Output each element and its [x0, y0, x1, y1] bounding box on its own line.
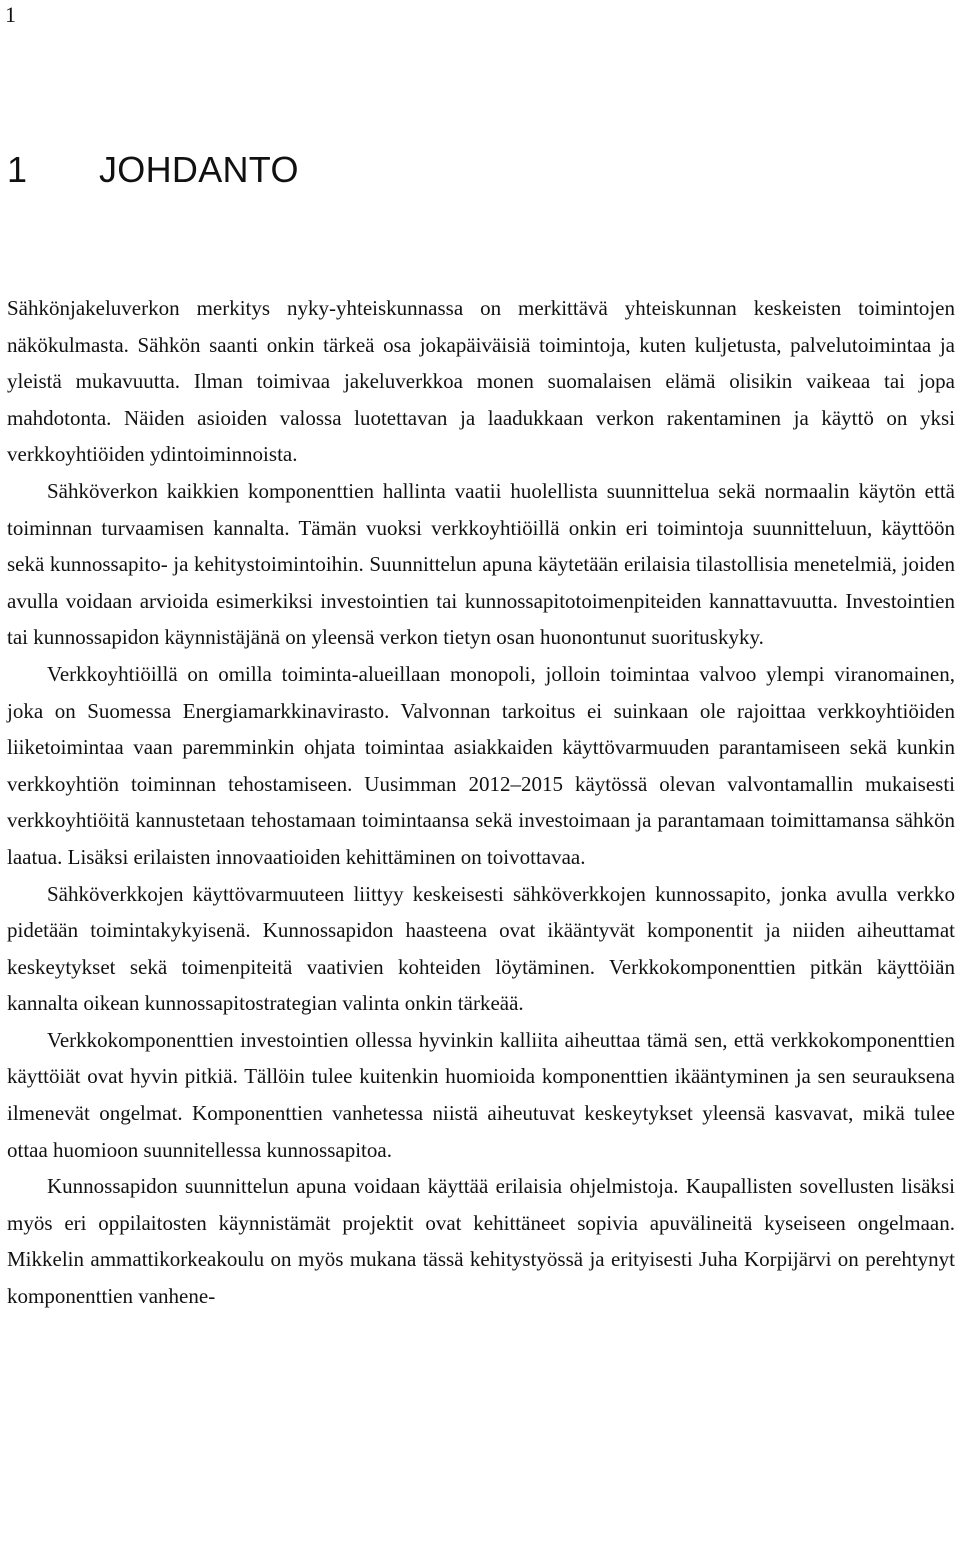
body-text	[7, 290, 955, 1315]
paragraph-1: Sähkönjakeluverkon merkitys nyky-yhteiskunnassa on merkittävä yhteiskunnan keskeisten toimintojen näkökulmasta. Sähkön saanti onkin tärkeä osa jokapäiväisiä toimintoja, kuten kuljetusta, palvelutoimintaa ja yleistä mukavuutta. Ilman toimivaa jakeluverkkoa monen suomalaisen elämä olisikin vaikeaa tai jopa mahdotonta. Näiden asioiden valossa luotettavan ja laadukkaan verkon rakentaminen ja käyttö on yksi verkkoyhtiöiden ydintoiminnoista.	[7, 296, 955, 467]
paragraph-3: Verkkoyhtiöillä on omilla toiminta-alueillaan monopoli, jolloin toimintaa valvoo ylempi viranomainen, joka on Suomessa Energiamarkkinavirasto. Valvonnan tarkoitus ei suinkaan ole rajoittaa verkkoyhtiöiden liiketoimintaa vaan paremminkin ohjata toimintaa asiakkaiden käyttövarmuuden parantamiseen sekä kunkin verkkoyhtiön toiminnan tehostamiseen. Uusimman 2012–2015 käytössä olevan valvontamallin mukaisesti verkkoyhtiöitä kannustetaan tehostamaan toimintaansa sekä investoimaan ja parantamaan toimittamansa sähkön laatua. Lisäksi erilaisten innovaatioiden kehittäminen on toivottavaa.	[7, 661, 955, 869]
page-number: 1	[5, 2, 16, 27]
chapter-heading	[7, 149, 299, 190]
paragraph-2: Sähköverkon kaikkien komponenttien hallinta vaatii huolellista suunnittelua sekä normaalin käytön että toiminnan turvaamisen kannalta. Tämän vuoksi verkkoyhtiöillä onkin eri toimintoja suunnitteluun, käyttöön sekä kunnossapito- ja kehitystoimintoihin. Suunnittelun apuna käytetään erilaisia tilastollisia menetelmiä, joiden avulla voidaan arvioida esimerkiksi investointien tai kunnossapitotoimenpiteiden kannattavuutta. Investointien tai kunnossapidon käynnistäjänä on yleensä verkon tietyn osan huonontunut suorituskyky.	[7, 478, 955, 650]
paragraph-4: Sähköverkkojen käyttövarmuuteen liittyy keskeisesti sähköverkkojen kunnossapito, jonka avulla verkko pidetään toimintakykyisenä. Kunnossapidon haasteena ovat ikääntyvät komponentit ja niiden aiheuttamat keskeytykset sekä toimenpiteitä vaativien kohteiden löytäminen. Verkkokomponenttien pitkän käyttöiän kannalta oikean kunnossapitostrategian valinta onkin tärkeää.	[7, 881, 955, 1016]
chapter-title: JOHDANTO	[99, 149, 299, 190]
paragraph-6: Kunnossapidon suunnittelun apuna voidaan käyttää erilaisia ohjelmistoja. Kaupallisten sovellusten lisäksi myös eri oppilaitosten käynnistämät projektit ovat kehittäneet sopivia apuvälineitä kyseiseen ongelmaan. Mikkelin ammattikorkeakoulu on myös mukana tässä kehitystyössä ja erityisesti Juha Korpijärvi on perehtynyt komponenttien vanhene-	[7, 1174, 955, 1309]
paragraph-5: Verkkokomponenttien investointien ollessa hyvinkin kalliita aiheuttaa tämä sen, että verkkokomponenttien käyttöiät ovat hyvin pitkiä. Tällöin tulee kuitenkin huomioida komponenttien ikääntyminen ja sen seurauksena ilmenevät ongelmat. Komponenttien vanhetessa niistä aiheutuvat keskeytykset yleensä kasvavat, mikä tulee ottaa huomioon suunnitellessa kunnossapitoa.	[7, 1027, 955, 1162]
chapter-number: 1	[7, 149, 28, 190]
